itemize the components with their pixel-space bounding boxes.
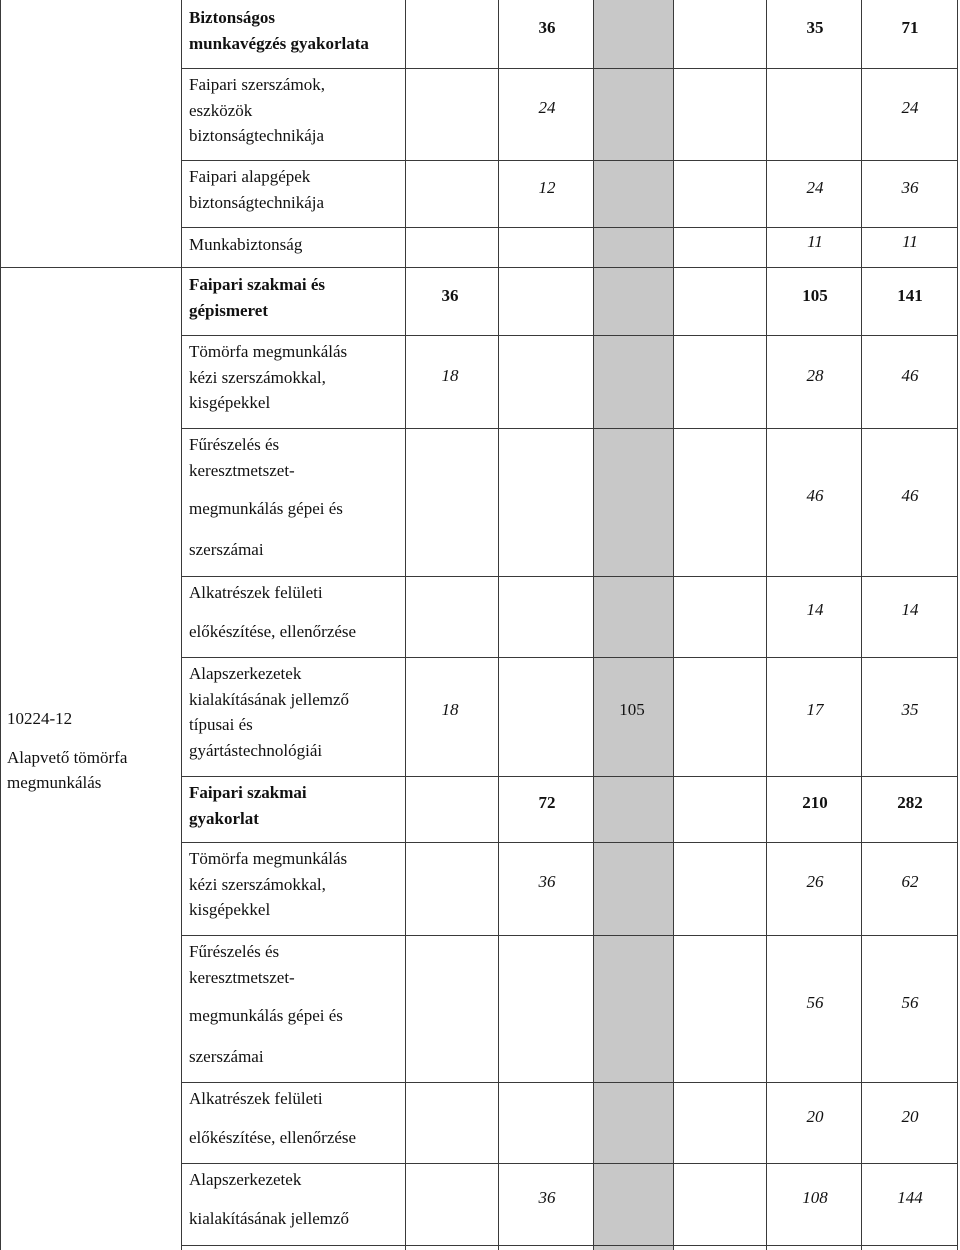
hours-value: 18 <box>441 366 459 385</box>
row-divider <box>181 657 958 658</box>
subject-label <box>189 432 394 562</box>
hours-value: 20 <box>901 1107 919 1126</box>
subject-label <box>189 780 394 831</box>
hours-value: 36 <box>538 872 556 891</box>
hours-value: 36 <box>901 178 919 197</box>
label-line: keresztmetszet- <box>189 460 295 480</box>
row-divider <box>181 428 958 429</box>
label-line: Tömörfa megmunkálás <box>189 849 348 868</box>
hours-value: 282 <box>897 793 923 812</box>
label-line: Fűrészelés és <box>189 435 280 454</box>
hours-value: 26 <box>806 872 824 891</box>
label-line: kézi szerszámokkal, <box>189 874 326 894</box>
label-line: előkészítése, ellenőrzése <box>189 621 357 641</box>
column-divider <box>766 0 767 1250</box>
subject-label <box>189 164 394 215</box>
label-line: biztonságtechnikája <box>189 192 325 212</box>
row-divider <box>181 935 958 936</box>
hours-value: 71 <box>901 18 919 37</box>
label-line: Faipari alapgépek <box>189 167 311 186</box>
row-divider <box>181 1245 958 1246</box>
label-line: Alapszerkezetek <box>189 1170 302 1189</box>
label-line: gyakorlat <box>189 808 259 828</box>
hours-value: 18 <box>441 700 459 719</box>
hours-value: 62 <box>901 872 919 891</box>
hours-value: 56 <box>806 993 824 1012</box>
hours-value: 24 <box>806 178 824 197</box>
row-divider <box>181 576 958 577</box>
table-border-right <box>957 0 958 1250</box>
hours-value: 14 <box>901 600 919 619</box>
label-line: szerszámai <box>189 539 264 559</box>
row-divider <box>181 227 958 228</box>
label-line: kialakításának jellemző <box>189 689 350 709</box>
row-divider <box>181 1163 958 1164</box>
label-line: előkészítése, ellenőrzése <box>189 1127 357 1147</box>
label-line: keresztmetszet- <box>189 967 295 987</box>
hours-value: 56 <box>901 993 919 1012</box>
label-line: eszközök <box>189 100 253 120</box>
subject-label <box>189 339 394 416</box>
hours-value: 14 <box>806 600 824 619</box>
shaded-column <box>593 0 673 1250</box>
hours-value: 28 <box>806 366 824 385</box>
hours-value: 46 <box>901 486 919 505</box>
hours-value: 144 <box>897 1188 923 1207</box>
hours-value: 12 <box>538 178 556 197</box>
label-line: kézi szerszámokkal, <box>189 367 326 387</box>
module-code: 10224-12 <box>7 709 73 728</box>
label-line: biztonságtechnikája <box>189 126 325 145</box>
hours-value: 24 <box>901 98 919 117</box>
subject-label <box>189 661 394 763</box>
hours-value: 105 <box>802 286 828 305</box>
hours-value: 36 <box>538 18 556 37</box>
label-line: gyártástechnológiái <box>189 740 323 760</box>
module-divider <box>0 267 958 268</box>
label-line: kisgépekkel <box>189 393 271 412</box>
hours-value: 46 <box>901 366 919 385</box>
label-line: kisgépekkel <box>189 900 271 919</box>
hours-value: 35 <box>806 18 824 37</box>
column-divider <box>181 0 182 1250</box>
row-divider <box>181 68 958 69</box>
row-divider <box>181 160 958 161</box>
table-border-left <box>0 0 1 1250</box>
hours-value: 36 <box>538 1188 556 1207</box>
label-line: Alapszerkezetek <box>189 664 302 683</box>
label-line: Faipari szakmai és <box>189 275 325 294</box>
subject-label <box>189 72 394 149</box>
module-name-line: Alapvető tömörfa <box>7 748 128 767</box>
column-divider <box>673 0 674 1250</box>
hours-value: 20 <box>806 1107 824 1126</box>
subject-label <box>189 232 394 258</box>
column-divider <box>498 0 499 1250</box>
label-line: gépismeret <box>189 300 268 320</box>
hours-value: 17 <box>806 700 824 719</box>
hours-value: 108 <box>802 1188 828 1207</box>
hours-value: 105 <box>619 700 645 719</box>
label-line: Munkabiztonság <box>189 235 303 254</box>
hours-value: 141 <box>897 286 923 305</box>
subject-label <box>189 1167 394 1231</box>
subject-label <box>189 846 394 923</box>
label-line: Alkatrészek felületi <box>189 583 323 602</box>
label-line: munkavégzés gyakorlata <box>189 33 369 53</box>
label-line: szerszámai <box>189 1046 264 1066</box>
hours-value: 36 <box>441 286 459 305</box>
subject-label <box>189 272 394 323</box>
hours-value: 72 <box>538 793 556 812</box>
column-divider <box>861 0 862 1250</box>
row-divider <box>181 1082 958 1083</box>
label-line: Faipari szerszámok, <box>189 75 325 94</box>
label-line: típusai és <box>189 715 253 734</box>
hours-value: 11 <box>902 232 918 251</box>
module-name-line: megmunkálás <box>7 773 102 792</box>
label-line: Faipari szakmai <box>189 783 307 802</box>
label-line: Alkatrészek felületi <box>189 1089 323 1108</box>
label-line: megmunkálás gépei és <box>189 1006 343 1025</box>
hours-value: 46 <box>806 486 824 505</box>
label-line: megmunkálás gépei és <box>189 499 343 518</box>
label-line: Tömörfa megmunkálás <box>189 342 348 361</box>
row-divider <box>181 842 958 843</box>
hours-value: 11 <box>807 232 823 251</box>
subject-label <box>189 939 394 1069</box>
hours-value: 35 <box>901 700 919 719</box>
row-divider <box>181 335 958 336</box>
subject-label <box>189 1086 394 1150</box>
row-divider <box>181 776 958 777</box>
hours-value: 24 <box>538 98 556 117</box>
column-divider <box>593 0 594 1250</box>
label-line: Biztonságos <box>189 8 275 27</box>
subject-label <box>189 580 394 644</box>
subject-label <box>189 5 394 56</box>
hours-value: 210 <box>802 793 828 812</box>
label-line: Fűrészelés és <box>189 942 280 961</box>
label-line: kialakításának jellemző <box>189 1208 350 1228</box>
column-divider <box>405 0 406 1250</box>
